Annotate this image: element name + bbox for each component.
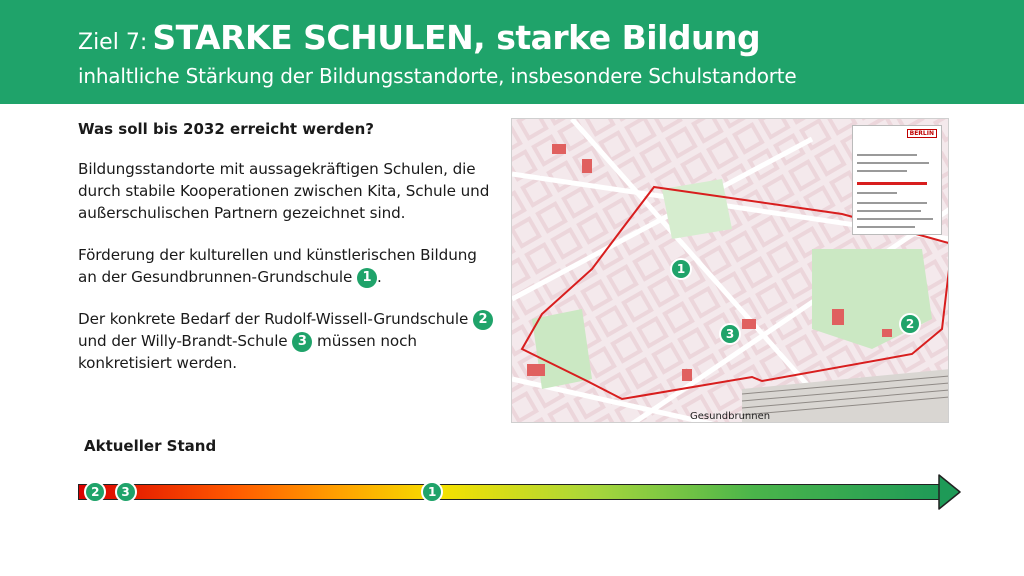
paragraph-needs-text-b: und der Willy-Brandt-Schule (78, 332, 288, 350)
question-heading: Was soll bis 2032 erreicht werden? (78, 120, 374, 138)
school-badge-1: 1 (357, 268, 377, 288)
map-marker-1: 1 (670, 258, 692, 280)
progress-marker-2: 2 (84, 481, 106, 503)
header-banner (0, 0, 1024, 104)
paragraph-culture-text: Förderung der kulturellen und künstlerischen Bildung an der Gesundbrunnen-Grundschule (78, 246, 477, 286)
arrow-head-icon (938, 474, 962, 510)
map-place-label: Gesundbrunnen (690, 411, 771, 422)
text-column (78, 120, 498, 374)
page-subtitle: inhaltliche Stärkung der Bildungsstandorte, insbesondere Schulstandorte (78, 64, 797, 88)
progress-bar (78, 484, 942, 500)
title-main: STARKE SCHULEN, starke Bildung (152, 18, 761, 57)
progress-marker-3: 3 (115, 481, 137, 503)
map-marker-2: 2 (899, 313, 921, 335)
paragraph-needs-text-a: Der konkrete Bedarf der Rudolf-Wissell-Grundschule (78, 310, 469, 328)
paragraph-culture-end: . (377, 268, 382, 286)
map-marker-3: 3 (719, 323, 741, 345)
progress-marker-1: 1 (421, 481, 443, 503)
paragraph-needs-text-c: müssen noch konkretisiert werden. (78, 332, 417, 372)
title-prefix: Ziel 7: (78, 30, 148, 55)
area-map (511, 118, 949, 423)
map-legend (852, 125, 942, 235)
status-heading: Aktueller Stand (84, 437, 217, 455)
paragraph-culture (78, 244, 498, 288)
paragraph-needs (78, 308, 498, 374)
paragraph-goal: Bildungsstandorte mit aussagekräftigen Schulen, die durch stabile Kooperationen zwischen Kita, Schule und außerschulischen Partnern gezeichnet sind. (78, 160, 490, 222)
page-title (78, 18, 760, 57)
berlin-logo: BERLIN (907, 129, 937, 138)
school-badge-3: 3 (292, 332, 312, 352)
school-badge-2: 2 (473, 310, 493, 330)
